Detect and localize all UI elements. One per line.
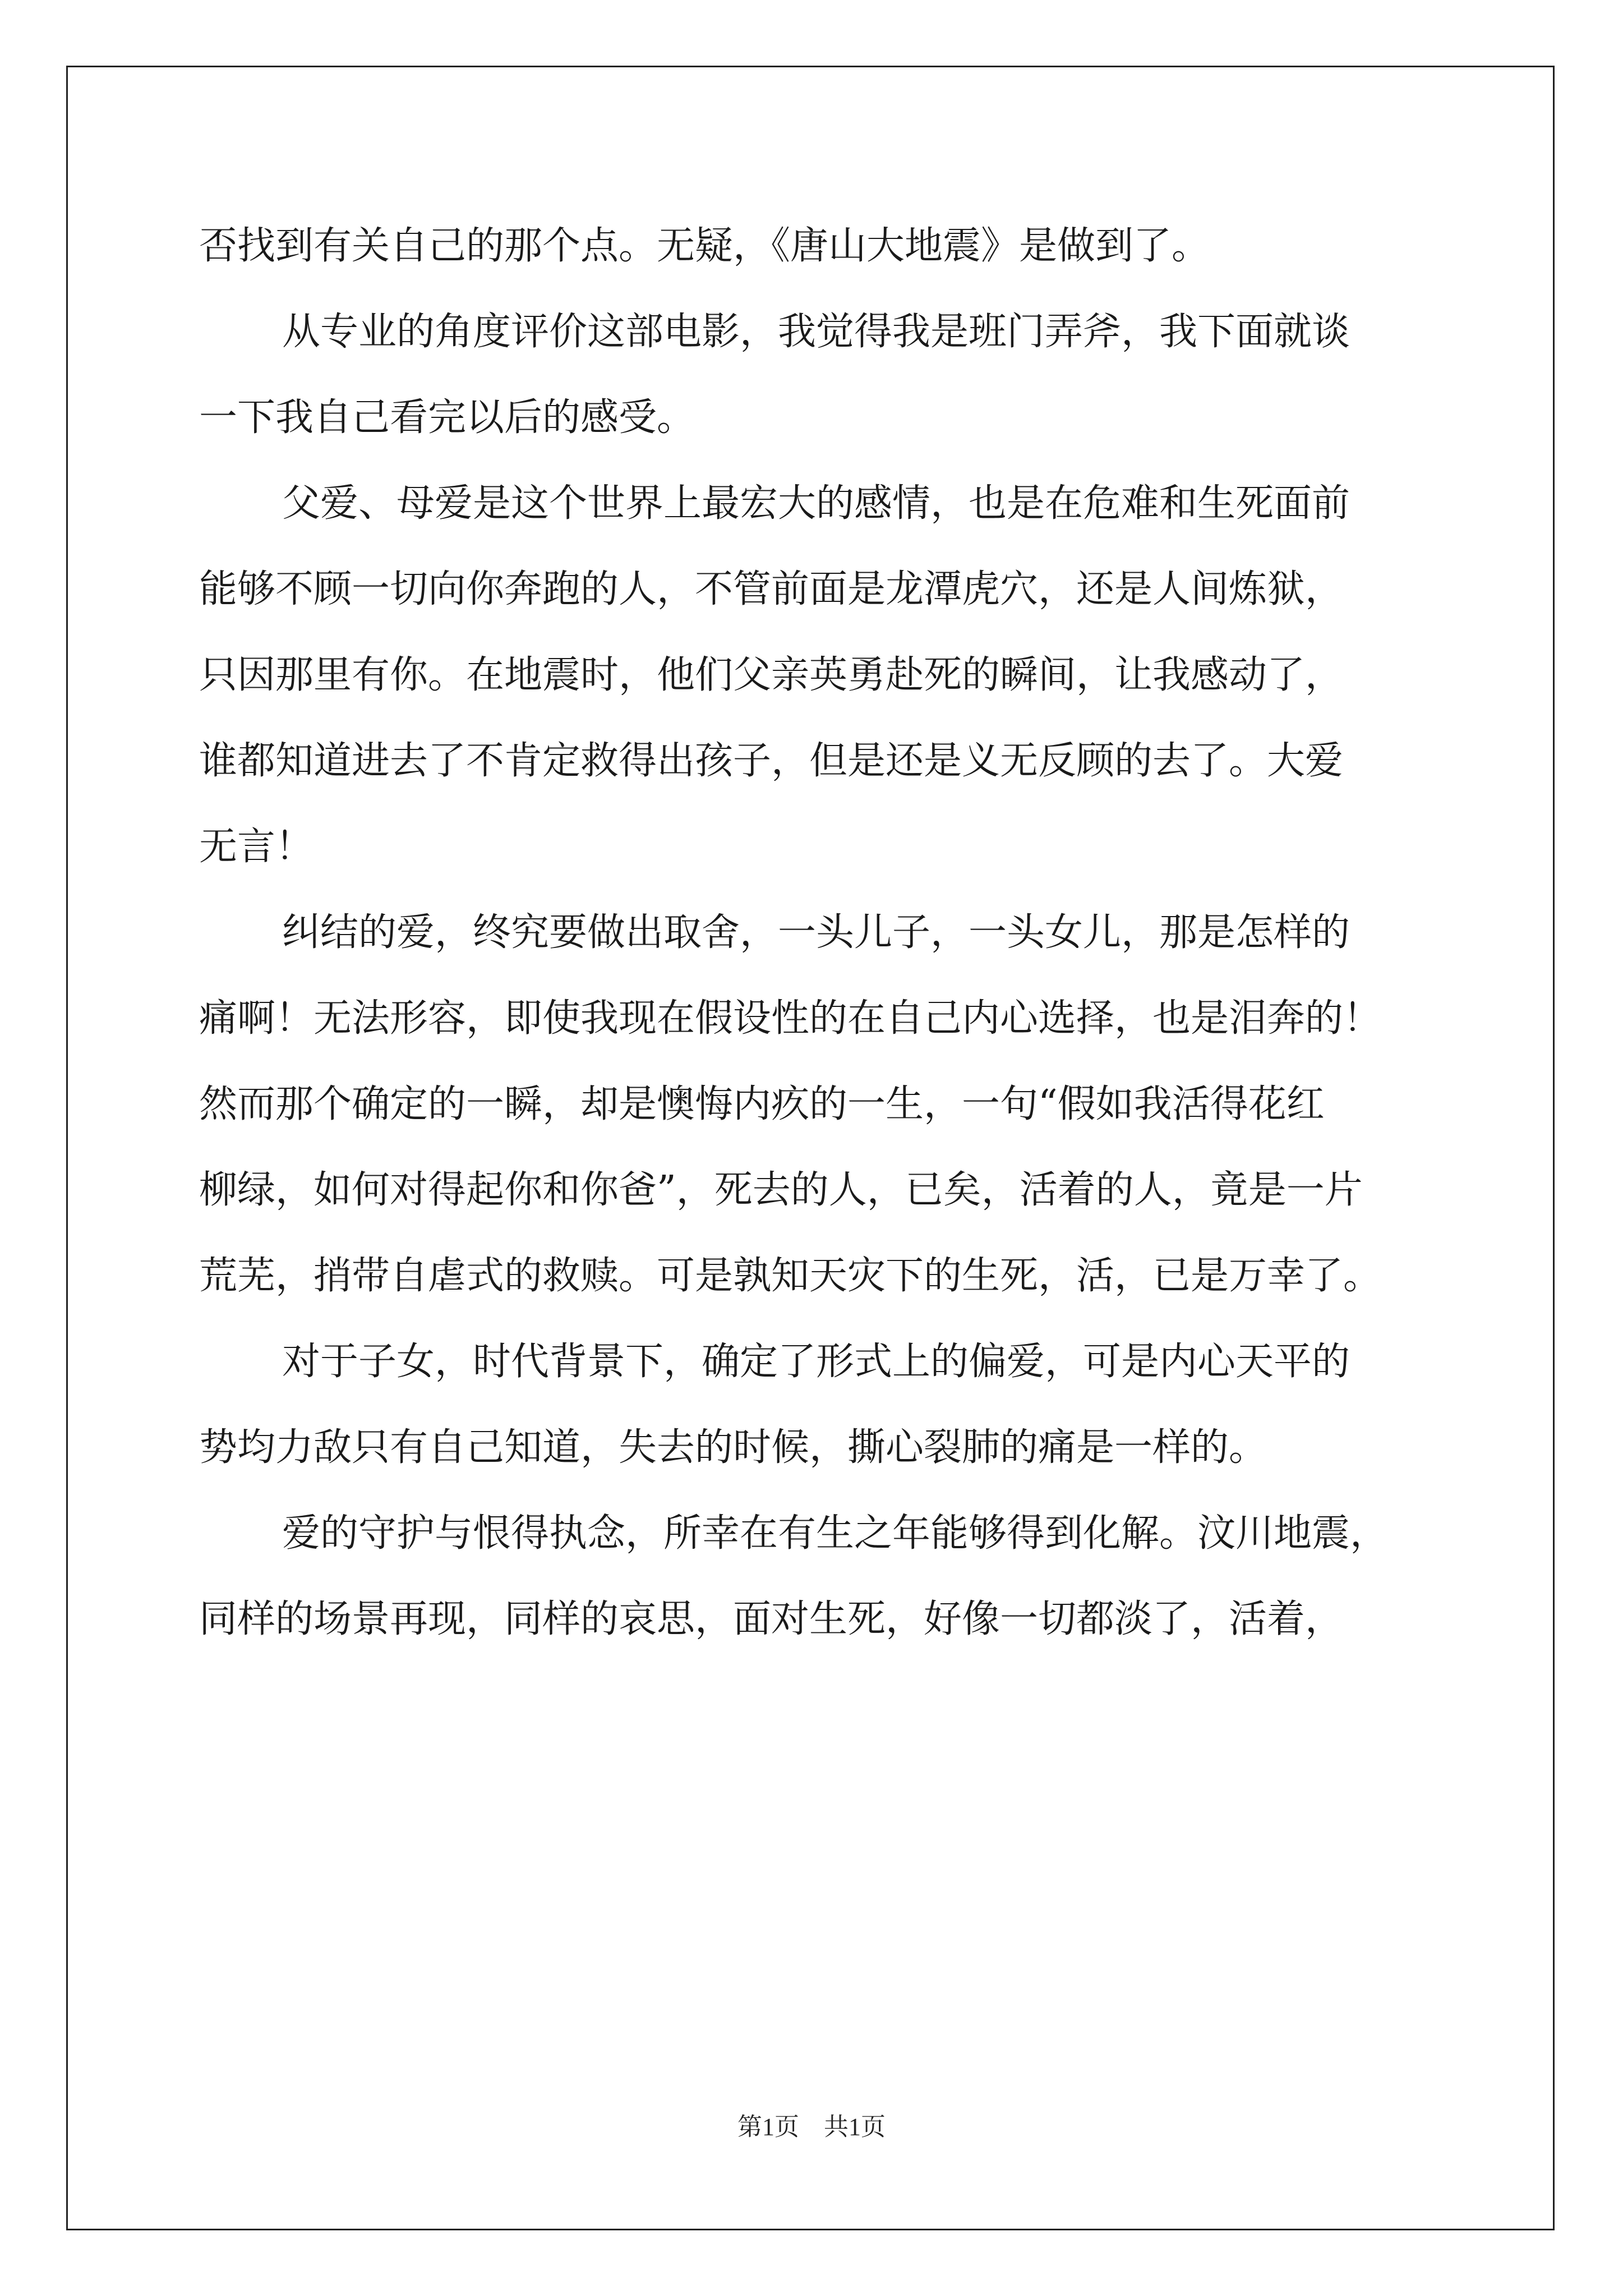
text-line: 无言！ xyxy=(199,825,314,869)
text-line: 从专业的角度评价这部电影，我觉得我是班门弄斧，我下面就谈 xyxy=(282,310,1350,354)
text-line: 然而那个确定的一瞬，却是懊悔内疚的一生，一句“假如我活得花红 xyxy=(199,1082,1325,1126)
text-line: 同样的场景再现，同样的哀思，面对生死，好像一切都淡了，活着， xyxy=(199,1597,1344,1641)
text-line: 柳绿，如何对得起你和你爸”，死去的人，已矣，活着的人，竟是一片 xyxy=(199,1168,1363,1212)
text-line: 势均力敌只有自己知道，失去的时候，撕心裂肺的痛是一样的。 xyxy=(199,1425,1267,1470)
text-line: 纠结的爱，终究要做出取舍，一头儿子，一头女儿，那是怎样的 xyxy=(282,910,1350,955)
text-line: 痛啊！无法形容，即使我现在假设性的在自己内心选择，也是泪奔的！ xyxy=(199,996,1382,1041)
text-line: 只因那里有你。在地震时，他们父亲英勇赴死的瞬间，让我感动了， xyxy=(199,653,1344,697)
text-line: 否找到有关自己的那个点。无疑，《唐山大地震》是做到了。 xyxy=(199,224,1210,268)
document-body xyxy=(199,203,1433,1662)
text-line: 能够不顾一切向你奔跑的人，不管前面是龙潭虎穴，还是人间炼狱， xyxy=(199,567,1344,611)
text-line: 一下我自己看完以后的感受。 xyxy=(199,395,695,440)
text-line: 荒芜，捎带自虐式的救赎。可是孰知天灾下的生死，活，已是万幸了。 xyxy=(199,1254,1382,1298)
text-line: 父爱、母爱是这个世界上最宏大的感情，也是在危难和生死面前 xyxy=(282,481,1350,526)
text-line: 爱的守护与恨得执念，所幸在有生之年能够得到化解。汶川地震， xyxy=(282,1511,1389,1556)
page-number-footer: 第1页 共1页 xyxy=(737,2113,886,2141)
text-line: 对于子女，时代背景下，确定了形式上的偏爱，可是内心天平的 xyxy=(282,1340,1350,1384)
text-line: 谁都知道进去了不肯定救得出孩子，但是还是义无反顾的去了。大爱 xyxy=(199,739,1344,783)
